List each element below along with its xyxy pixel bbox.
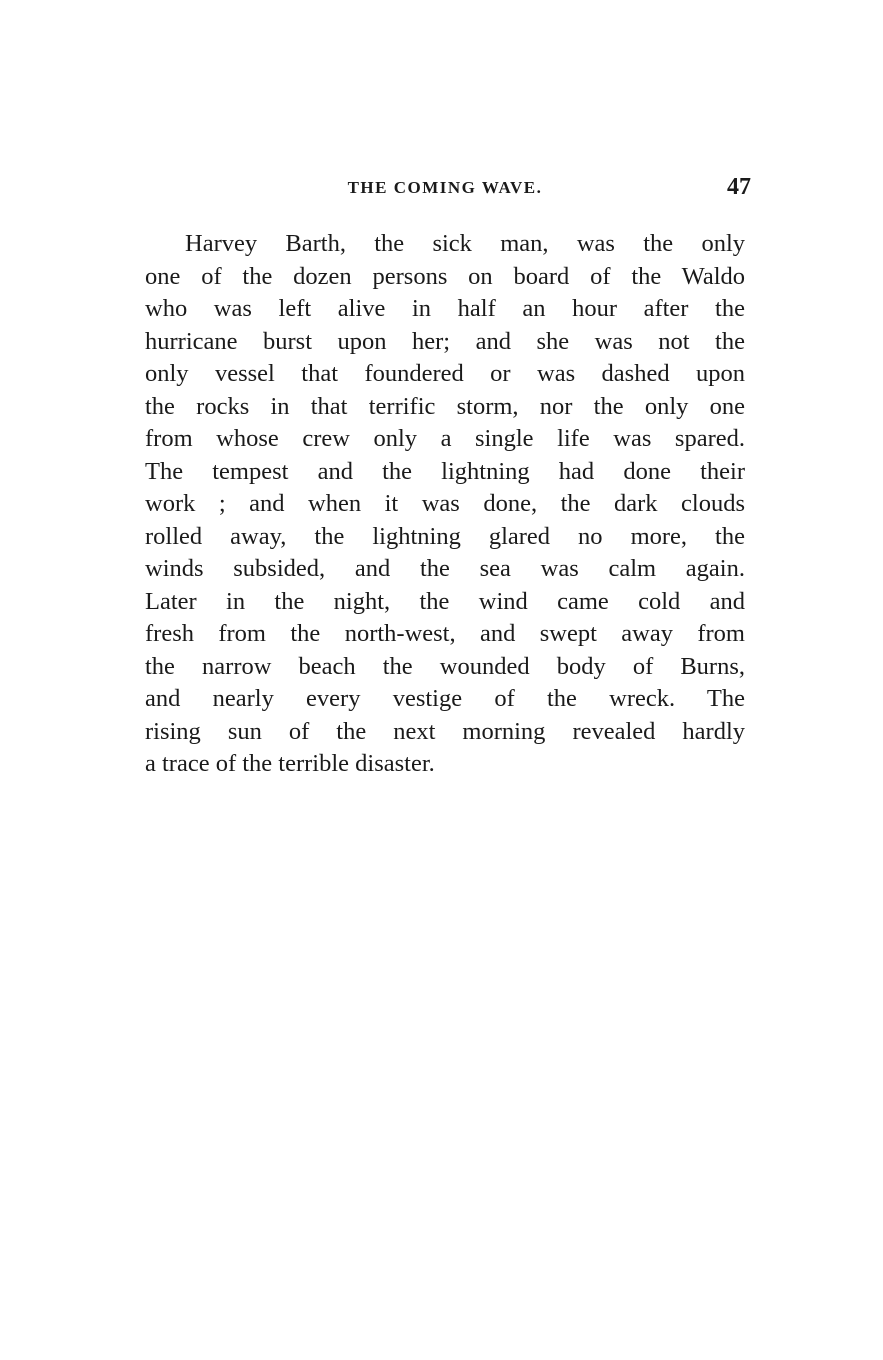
page-number: 47 <box>727 174 751 200</box>
text-line: one of the dozen persons on board of the Waldo <box>145 262 745 290</box>
text-line: only vessel that foundered or was dashed upon <box>145 360 745 387</box>
running-title: THE COMING WAVE. <box>347 178 543 197</box>
text-line: who was left alive in half an hour after the <box>145 295 745 322</box>
text-line: Later in the night, the wind came cold and <box>145 587 745 615</box>
paragraph <box>145 228 745 781</box>
text-line: the rocks in that terrific storm, nor the only one <box>145 392 745 420</box>
text-line: rolled away, the lightning glared no more, the <box>145 522 745 550</box>
text-line: winds subsided, and the sea was calm again. <box>145 555 745 582</box>
text-line: Harvey Barth, the sick man, was the only <box>185 230 745 257</box>
text-line: hurricane burst upon her; and she was not the <box>145 327 745 355</box>
text-line: the narrow beach the wounded body of Burns, <box>145 652 745 680</box>
text-line: rising sun of the next morning revealed hardly <box>145 717 745 745</box>
text-line: fresh from the north-west, and swept away from <box>145 620 745 647</box>
text-line: work ; and when it was done, the dark clouds <box>145 490 745 517</box>
page-header <box>145 174 751 208</box>
text-line: a trace of the terrible disaster. <box>145 750 435 777</box>
text-line: from whose crew only a single life was spared. <box>145 425 745 452</box>
text-line: and nearly every vestige of the wreck. The <box>145 685 745 712</box>
text-line: The tempest and the lightning had done their <box>145 457 745 485</box>
